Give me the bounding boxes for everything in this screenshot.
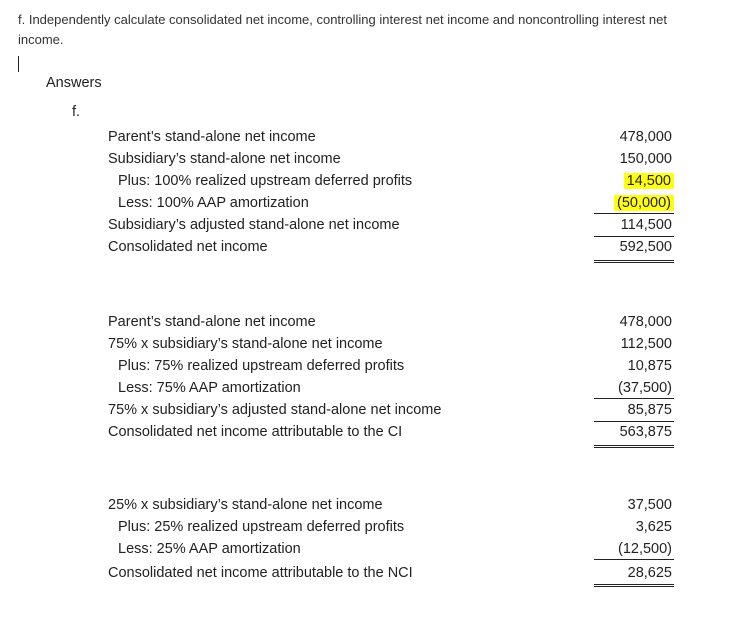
row-label: Less: 25% AAP amortization [118, 541, 301, 557]
schedule-row [108, 192, 678, 214]
row-label: Less: 75% AAP amortization [118, 380, 301, 396]
row-label: Consolidated net income attributable to the NCI [108, 565, 413, 581]
part-label: f. [72, 104, 81, 120]
schedule-row [108, 355, 678, 377]
row-label: 75% x subsidiary’s adjusted stand-alone net income [108, 402, 442, 418]
schedule-row [108, 516, 678, 538]
ci-net-income-schedule [108, 311, 678, 443]
row-label: 25% x subsidiary’s stand-alone net income [108, 497, 383, 513]
highlighted-value: (50,000) [614, 195, 674, 211]
row-label: Parent’s stand-alone net income [108, 129, 316, 145]
schedule-row [108, 170, 678, 192]
total-double-rule [594, 584, 674, 587]
highlighted-value: 14,500 [624, 173, 674, 189]
row-label: Subsidiary’s adjusted stand-alone net income [108, 217, 400, 233]
row-value [586, 173, 674, 189]
row-label: Parent’s stand-alone net income [108, 314, 316, 330]
row-label: Consolidated net income attributable to the CI [108, 424, 403, 440]
schedule-row [108, 494, 678, 516]
schedule-row [108, 421, 678, 443]
subtotal-rule [594, 559, 674, 560]
row-value: 37,500 [627, 497, 672, 513]
answers-heading: Answers [46, 75, 102, 91]
schedule-row [108, 311, 678, 333]
row-value: 478,000 [619, 314, 672, 330]
total-double-rule [594, 445, 674, 448]
consolidated-net-income-schedule [108, 126, 678, 258]
schedule-row [108, 126, 678, 148]
row-value: 114,500 [620, 217, 672, 233]
row-label: Less: 100% AAP amortization [118, 195, 309, 211]
row-label: Subsidiary’s stand-alone net income [108, 151, 341, 167]
row-value: 3,625 [635, 519, 672, 535]
schedule-row [108, 399, 678, 421]
text-cursor [18, 56, 19, 72]
row-value: 563,875 [619, 424, 672, 440]
row-value: 85,875 [627, 402, 672, 418]
row-value: 28,625 [627, 565, 672, 581]
row-label: 75% x subsidiary’s stand-alone net income [108, 336, 383, 352]
row-value: 478,000 [619, 129, 672, 145]
schedule-row [108, 214, 678, 236]
row-label: Consolidated net income [108, 239, 268, 255]
nci-net-income-schedule [108, 494, 678, 584]
row-label: Plus: 100% realized upstream deferred profits [118, 173, 413, 189]
row-value: (37,500) [617, 380, 672, 396]
row-value: 150,000 [619, 151, 672, 167]
total-double-rule [594, 260, 674, 263]
row-value [586, 195, 674, 211]
row-value: (12,500) [617, 541, 672, 557]
question-text: f. Independently calculate consolidated net income, controlling interest net income and noncontrolling interest net income. [18, 12, 667, 47]
row-value: 10,875 [627, 358, 672, 374]
schedule-row [108, 562, 678, 584]
schedule-row [108, 236, 678, 258]
row-label: Plus: 25% realized upstream deferred profits [118, 519, 405, 535]
schedule-row [108, 333, 678, 355]
schedule-row [108, 377, 678, 399]
row-value: 112,500 [620, 336, 672, 352]
schedule-row [108, 148, 678, 170]
row-label: Plus: 75% realized upstream deferred profits [118, 358, 405, 374]
schedule-row [108, 538, 678, 560]
row-value: 592,500 [619, 239, 672, 255]
